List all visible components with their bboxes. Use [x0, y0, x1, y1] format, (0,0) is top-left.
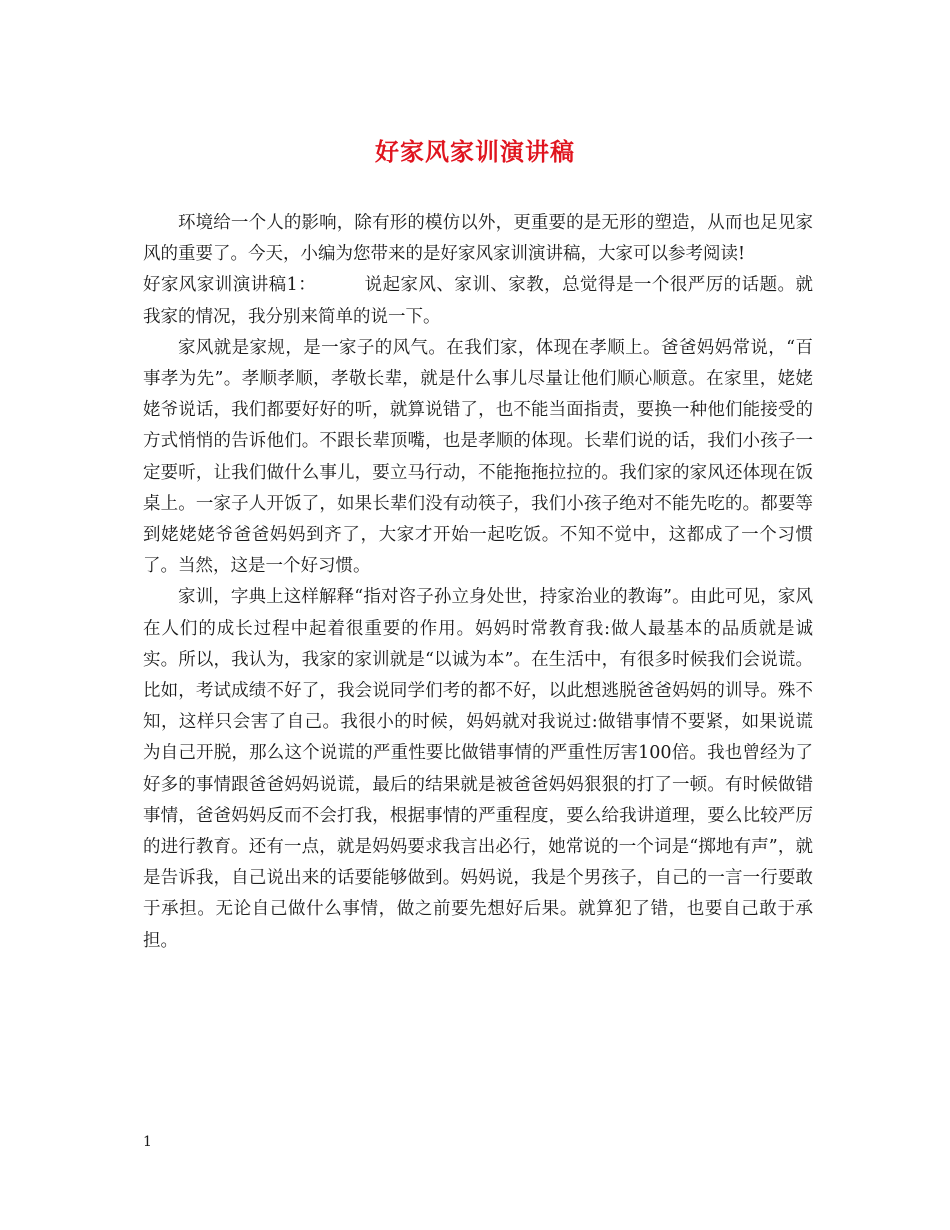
section-lead: 说起家风、家训、家教，总觉得是一个很严厉的话题。就我家的情况，我分别来简单的说一下。	[143, 275, 813, 327]
section-paragraph	[143, 270, 813, 332]
section-heading: 好家风家训演讲稿1：	[143, 275, 317, 296]
intro-paragraph: 环境给一个人的影响，除有形的模仿以外，更重要的是无形的塑造，从而也足见家风的重要了。今天，小编为您带来的是好家风家训演讲稿，大家可以参考阅读!	[143, 213, 813, 265]
page-number: 1	[143, 1134, 152, 1150]
body-paragraph-jiaxun: 家训，字典上这样解释“指对咨子孙立身处世，持家治业的教诲”。由此可见，家风在人们的成长过程中起着很重要的作用。妈妈时常教育我:做人最基本的品质就是诚实。所以，我认为，我家的家训就是“以诚为本”。在生活中，有很多时候我们会说谎。比如，考试成绩不好了，我会说同学们考的都不好，以此想逃脱爸爸妈妈的训导。殊不知，这样只会害了自己。我很小的时候，妈妈就对我说过:做错事情不要紧，如果说谎为自己开脱，那么这个说谎的严重性要比做错事情的严重性厉害100倍。我也曾经为了好多的事情跟爸爸妈妈说谎，最后的结果就是被爸爸妈妈狠狠的打了一顿。有时候做错事情，爸爸妈妈反而不会打我，根据事情的严重程度，要么给我讲道理，要么比较严厉的进行教育。还有一点，就是妈妈要求我言出必行，她常说的一个词是“掷地有声”，就是告诉我，自己说出来的话要能够做到。妈妈说，我是个男孩子，自己的一言一行要敢于承担。无论自己做什么事情，做之前要先想好后果。就算犯了错，也要自己敢于承担。	[143, 587, 813, 951]
body-paragraph-jiafeng: 家风就是家规，是一家子的风气。在我们家，体现在孝顺上。爸爸妈妈常说，“百事孝为先”。孝顺孝顺，孝敬长辈，就是什么事儿尽量让他们顺心顺意。在家里，姥姥姥爷说话，我们都要好好的听，就算说错了，也不能当面指责，要换一种他们能接受的方式悄悄的告诉他们。不跟长辈顶嘴，也是孝顺的体现。长辈们说的话，我们小孩子一定要听，让我们做什么事儿，要立马行动，不能拖拖拉拉的。我们家的家风还体现在饭桌上。一家子人开饭了，如果长辈们没有动筷子，我们小孩子绝对不能先吃的。都要等到姥姥姥爷爸爸妈妈到齐了，大家才开始一起吃饭。不知不觉中，这都成了一个习惯了。当然，这是一个好习惯。	[143, 337, 813, 577]
document-body	[143, 208, 813, 957]
document-title: 好家风家训演讲稿	[375, 137, 575, 166]
